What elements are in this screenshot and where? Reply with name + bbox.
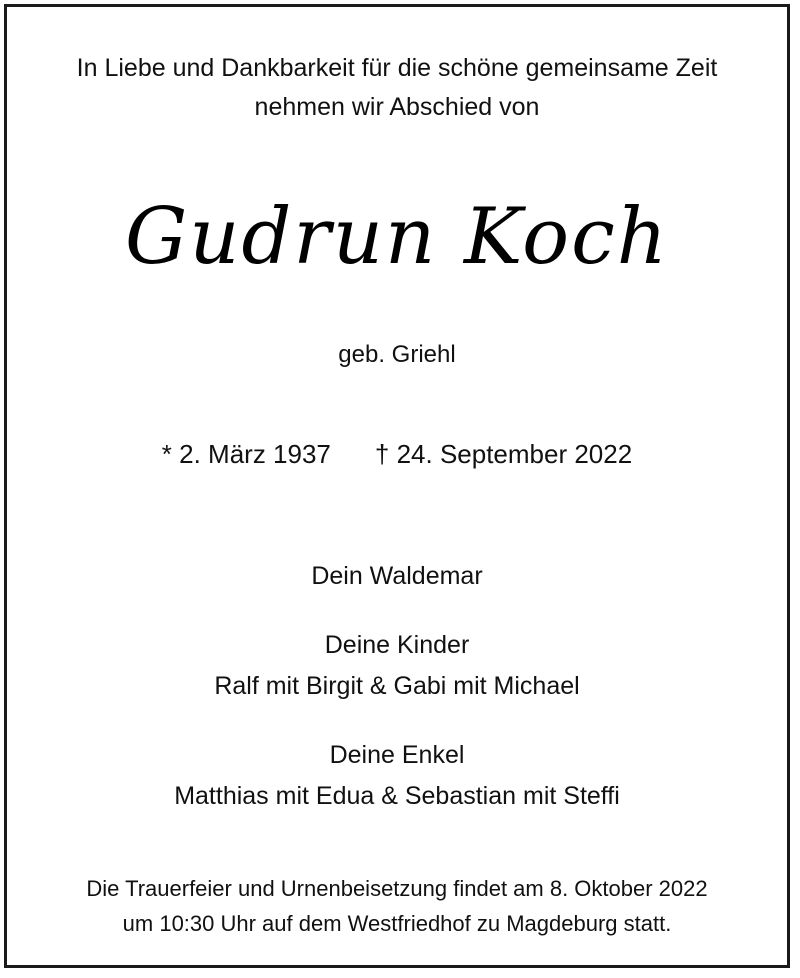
mourner-grandchildren-heading: Deine Enkel <box>329 741 465 769</box>
service-info-line-1: Die Trauerfeier und Urnenbeisetzung findet am 8. Oktober 2022 <box>86 876 708 901</box>
intro-line-2: nehmen wir Abschied von <box>254 93 540 121</box>
maiden-name: geb. Griehl <box>338 341 456 368</box>
service-info-line-2: um 10:30 Uhr auf dem Westfriedhof zu Magdeburg statt. <box>122 911 672 936</box>
birth-date: * 2. März 1937 <box>161 439 331 469</box>
death-date: † 24. September 2022 <box>374 439 633 469</box>
life-dates <box>7 435 787 473</box>
obituary-notice <box>4 4 790 968</box>
mourner-children: Ralf mit Birgit & Gabi mit Michael <box>214 672 580 700</box>
mourner-grandchildren: Matthias mit Edua & Sebastian mit Steffi <box>174 782 620 810</box>
deceased-name: Gudrun Koch <box>124 192 670 282</box>
intro-line-1: In Liebe und Dankbarkeit für die schöne gemeinsame Zeit <box>76 54 718 82</box>
mourner-spouse: Dein Waldemar <box>311 562 483 590</box>
mourner-children-heading: Deine Kinder <box>324 631 470 659</box>
